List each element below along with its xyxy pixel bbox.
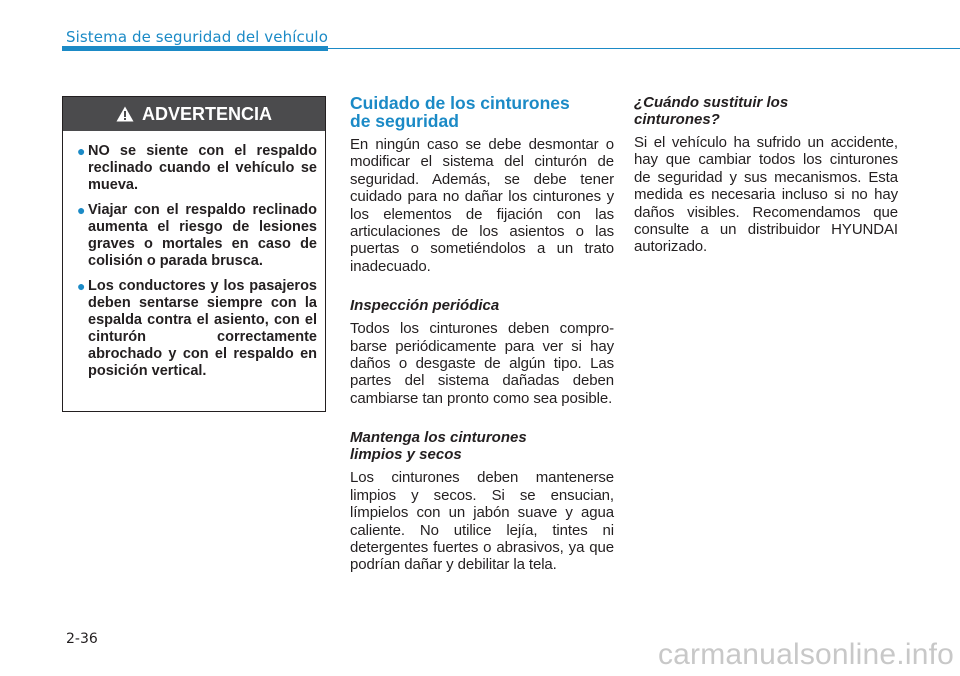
clean-heading: Mantenga los cinturones limpios y secos	[350, 429, 527, 464]
warning-triangle-icon	[116, 106, 134, 122]
warning-header	[63, 97, 325, 131]
warning-box	[62, 96, 326, 412]
header-rule-thick	[62, 46, 328, 51]
bullet-dot-icon: ●	[77, 278, 86, 294]
warning-title: ADVERTENCIA	[141, 103, 272, 124]
header-rule-thin	[328, 48, 960, 49]
belt-care-text: En ningún caso se debe desmontar o modificar el sistema del cinturón de seguridad. Además, se debe tener cuidado para no dañar los cinturones y los elementos de fijación con las articulaciones de los asientos o las puertas o sometiéndolos a un trato inadecuado.	[350, 136, 614, 275]
clean-text: Los cinturones deben mantenerse limpios y secos. Si se ensucian, límpielos con un jabón suave y agua caliente. No utilice lejía, tintes ni detergentes fuertes o abrasivos, ya que podrían dañar y debilitar la tela.	[350, 469, 614, 574]
inspection-heading: Inspección periódica	[350, 297, 500, 315]
belt-care-heading: Cuidado de los cinturones de seguridad	[350, 93, 570, 131]
middle-column	[350, 94, 614, 574]
bullet-dot-icon: ●	[77, 143, 86, 159]
warning-item: ● Los conductores y los pasajeros deben sentarse siempre con la espalda contra el asiento, con el cinturón correctamente abrochado y con el respaldo en posición vertical.	[77, 278, 317, 379]
inspection-text: Todos los cinturones deben compro-barse periódicamente para ver si hay daños o desgaste de algún tipo. Las partes del sistema dañadas deben cambiarse tan pronto como sea posible.	[350, 320, 614, 407]
replace-text: Si el vehículo ha sufrido un accidente, hay que cambiar todos los cinturones de seguridad y sus mecanismos. Esta medida es necesaria incluso si no hay daños visibles. Recomendamos que consulte a un distribuidor HYUNDAI autorizado.	[634, 134, 898, 256]
section-title: Sistema de seguridad del vehículo	[66, 28, 328, 46]
warning-item: ● NO se siente con el respaldo reclinado cuando el vehículo se mueva.	[77, 143, 317, 193]
warning-list	[63, 131, 325, 380]
right-column	[634, 94, 898, 256]
page-number: 2-36	[66, 631, 98, 647]
replace-heading: ¿Cuándo sustituir los cinturones?	[634, 94, 789, 128]
warning-item: ● Viajar con el respaldo reclinado aumenta el riesgo de lesiones graves o mortales en caso de colisión o parada brusca.	[77, 202, 317, 269]
watermark: carmanualsonline.info	[657, 638, 954, 671]
bullet-dot-icon: ●	[77, 202, 86, 218]
